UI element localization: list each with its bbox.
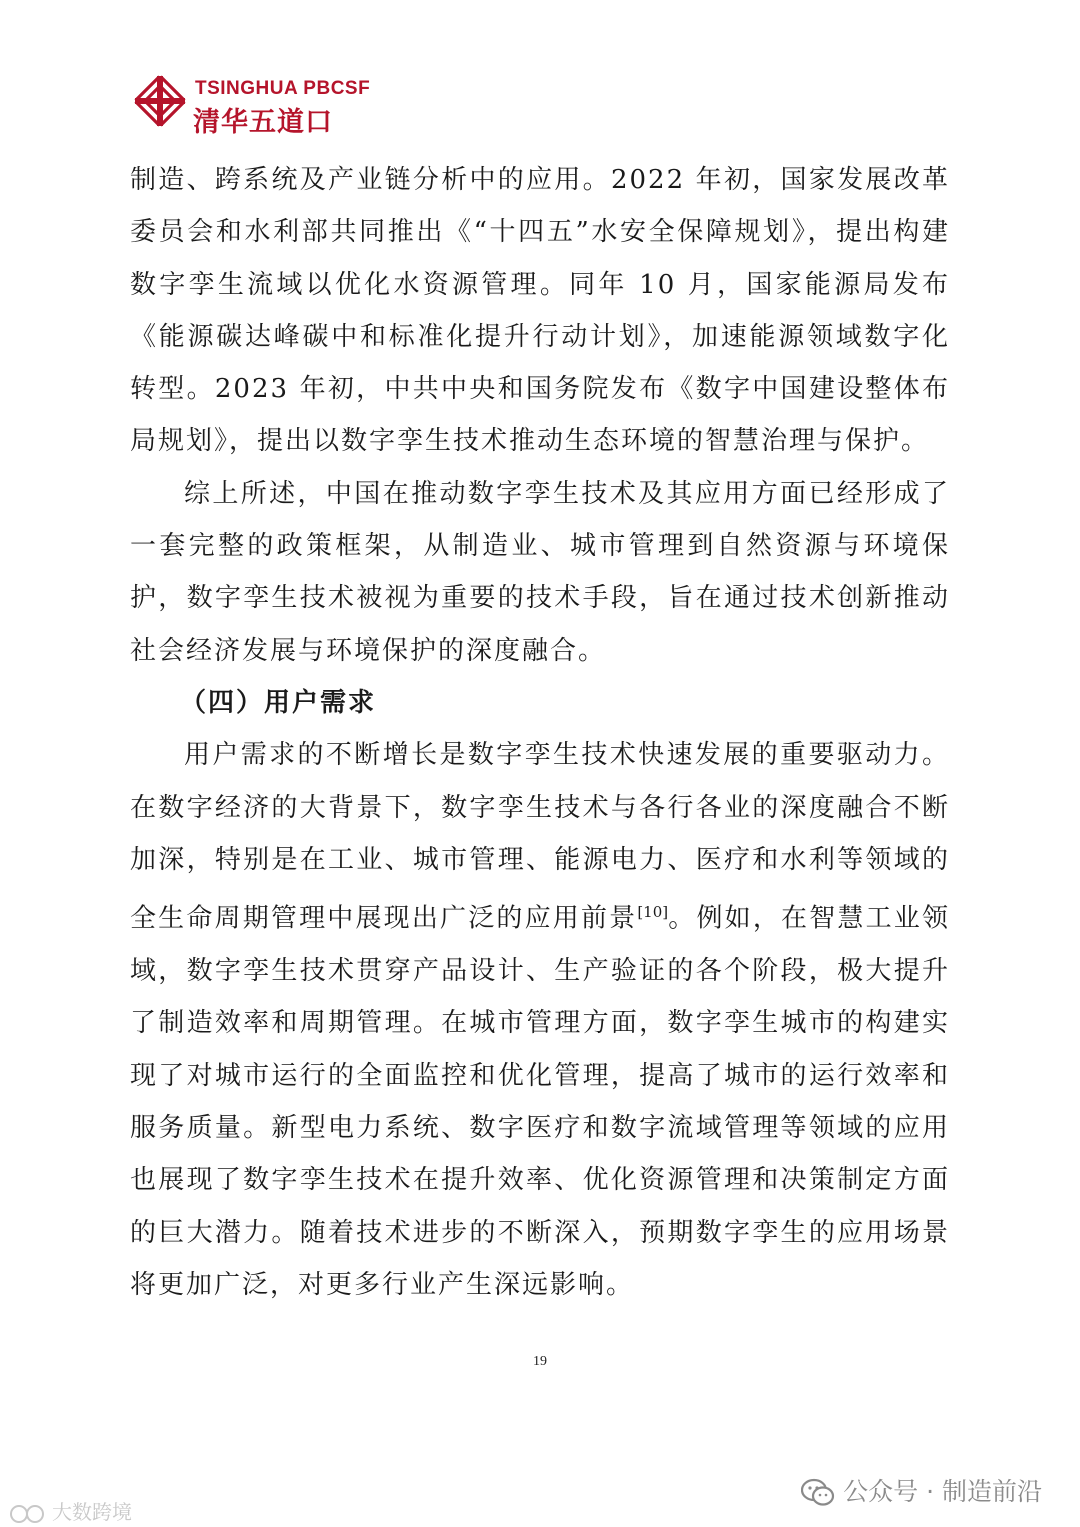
paragraph-user-demand-part1: 用户需求的不断增长是数字孪生技术快速发展的重要驱动力。在数字经济的大背景下，数字孪生技术与各行各业的深度融合不断加深，特别是在工业、城市管理、能源电力、医疗和水利等领域的全生命周期管理中展现出广泛的应用前景 xyxy=(130,740,950,934)
watermark-wechat-text: 公众号 · 制造前沿 xyxy=(843,1477,1042,1506)
paragraph-summary: 综上所述，中国在推动数字孪生技术及其应用方面已经形成了一套完整的政策框架，从制造业、城市管理到自然资源与环境保护，数字孪生技术被视为重要的技术手段，旨在通过技术创新推动社会经济发展与环境保护的深度融合。 xyxy=(130,478,950,666)
paragraph-user-demand-part2: 。例如，在智慧工业领域，数字孪生技术贯穿产品设计、生产验证的各个阶段，极大提升了制造效率和周期管理。在城市管理方面，数字孪生城市的构建实现了对城市运行的全面监控和优化管理，提高了城市的运行效率和服务质量。新型电力系统、数字医疗和数字流域管理等领域的应用也展现了数字孪生技术在提升效率、优化资源管理和决策制定方面的巨大潜力。随着技术进步的不断深入，预期数字孪生的应用场景将更加广泛，对更多行业产生深远影响。 xyxy=(130,903,950,1300)
source-logo-icon xyxy=(8,1503,48,1525)
watermark-source xyxy=(8,1496,132,1525)
logo-chinese-text: 清华五道口 xyxy=(193,107,333,138)
wechat-icon xyxy=(801,1478,835,1508)
pbcsf-logo-icon xyxy=(133,74,187,130)
watermark-wechat xyxy=(801,1472,1042,1508)
section-heading-user-demand: （四）用户需求 xyxy=(180,687,377,718)
page-number: 19 xyxy=(533,1354,547,1369)
logo-english-text: TSINGHUA PBCSF xyxy=(195,78,371,99)
watermark-source-text: 大数跨境 xyxy=(52,1500,132,1524)
paragraph-policy-continuation: 制造、跨系统及产业链分析中的应用。2022 年初，国家发展改革委员会和水利部共同推出《“十四五”水安全保障规划》，提出构建数字孪生流域以优化水资源管理。同年 10 月，国家能源局发布《能源碳达峰碳中和标准化提升行动计划》，加速能源领域数字化转型。2023 年初，中共中央和国务院发布《数字中国建设整体布局规划》，提出以数字孪生技术推动生态环境的智慧治理与保护。 xyxy=(130,165,950,457)
document-body xyxy=(130,154,950,1311)
reference-marker[interactable]: [10] xyxy=(637,903,669,922)
paragraph-user-demand xyxy=(130,729,950,1311)
